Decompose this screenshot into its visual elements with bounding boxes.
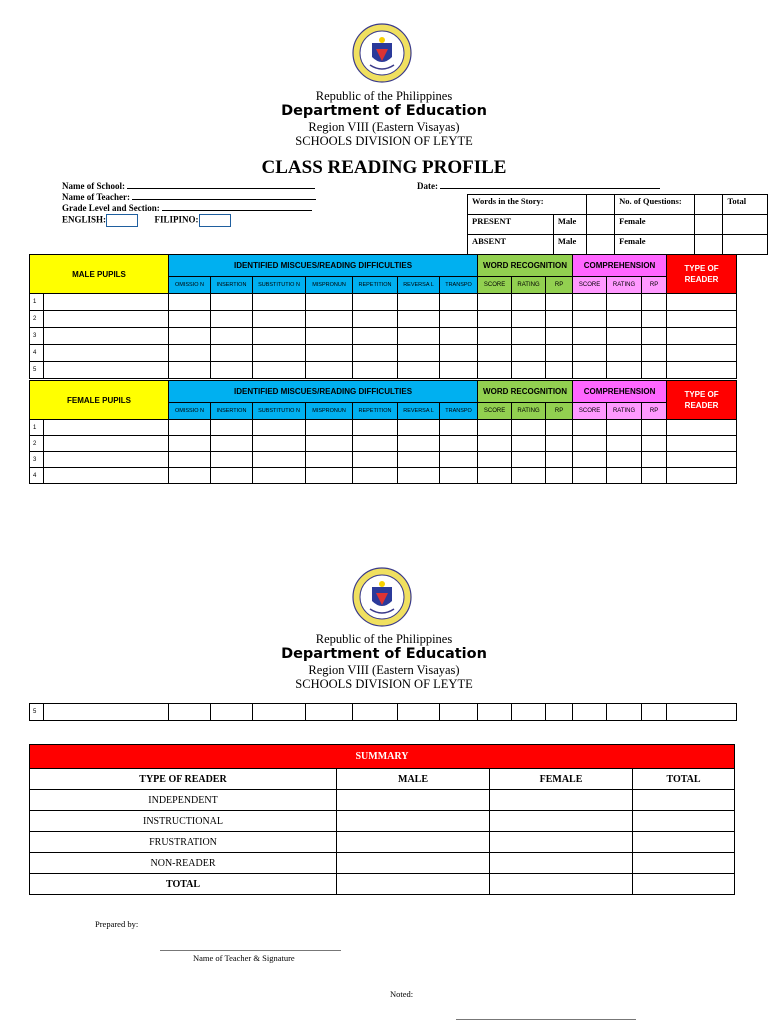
entry-cell[interactable] (440, 468, 478, 484)
comprehension-header: COMPREHENSION (573, 255, 667, 277)
summary-row (30, 874, 735, 895)
pupil-name-cell[interactable] (44, 436, 169, 452)
pupil-row (30, 704, 737, 721)
entry-cell[interactable] (440, 420, 478, 436)
word-recognition-header: WORD RECOGNITION (478, 381, 573, 403)
entry-cell[interactable] (306, 311, 353, 328)
entry-cell[interactable] (667, 704, 737, 721)
entry-cell[interactable] (667, 436, 737, 452)
entry-cell[interactable] (642, 452, 667, 468)
entry-cell[interactable] (546, 452, 573, 468)
entry-cell[interactable] (573, 294, 607, 311)
pupil-name-cell[interactable] (44, 328, 169, 345)
comp-score-col: SCORE (573, 403, 607, 420)
female-pupils-header: FEMALE PUPILS (30, 381, 169, 420)
entry-cell[interactable] (253, 345, 306, 362)
summary-cell[interactable] (337, 853, 490, 874)
comp-score-col: SCORE (573, 277, 607, 294)
absent-total-cell[interactable] (723, 235, 768, 255)
entry-cell[interactable] (169, 436, 211, 452)
entry-cell[interactable] (546, 345, 573, 362)
entry-cell[interactable] (478, 420, 512, 436)
entry-cell[interactable] (440, 452, 478, 468)
insertion-col: INSERTION (211, 277, 253, 294)
pupil-row (30, 362, 737, 379)
department-text: Department of Education (281, 103, 487, 119)
republic-text: Republic of the Philippines (315, 89, 453, 103)
entry-cell[interactable] (642, 311, 667, 328)
entry-cell[interactable] (306, 468, 353, 484)
total-label: Total (723, 195, 768, 215)
comp-rp-col: RP (642, 403, 667, 420)
row-number: 2 (30, 436, 44, 452)
teacher-signature-label: Name of Teacher & Signature (193, 953, 295, 963)
entry-cell[interactable] (253, 362, 306, 379)
entry-cell[interactable] (306, 294, 353, 311)
mispronun-col: MISPRONUN (306, 403, 353, 420)
division-text: SCHOOLS DIVISION OF LEYTE (295, 134, 473, 148)
entry-cell[interactable] (398, 345, 440, 362)
entry-cell[interactable] (546, 294, 573, 311)
miscues-header: IDENTIFIED MISCUES/READING DIFFICULTIES (169, 381, 478, 403)
entry-cell[interactable] (642, 328, 667, 345)
entry-cell[interactable] (642, 362, 667, 379)
entry-cell[interactable] (478, 468, 512, 484)
summary-table (29, 744, 735, 895)
entry-cell[interactable] (573, 362, 607, 379)
summary-row (30, 832, 735, 853)
male-pupils-header: MALE PUPILS (30, 255, 169, 294)
entry-cell[interactable] (573, 468, 607, 484)
entry-cell[interactable] (607, 294, 642, 311)
entry-cell[interactable] (353, 468, 398, 484)
entry-cell[interactable] (546, 704, 573, 721)
grade-input[interactable] (162, 203, 312, 211)
entry-cell[interactable] (398, 420, 440, 436)
entry-cell[interactable] (169, 704, 211, 721)
comprehension-header: COMPREHENSION (573, 381, 667, 403)
entry-cell[interactable] (398, 436, 440, 452)
entry-cell[interactable] (478, 436, 512, 452)
entry-cell[interactable] (398, 452, 440, 468)
entry-cell[interactable] (253, 704, 306, 721)
entry-cell[interactable] (512, 420, 546, 436)
present-total-cell[interactable] (723, 215, 768, 235)
row-number: 5 (30, 362, 44, 379)
entry-cell[interactable] (667, 294, 737, 311)
omission-col: OMISSIO N (169, 403, 211, 420)
department-text: Department of Education (281, 646, 487, 662)
summary-row (30, 853, 735, 874)
entry-cell[interactable] (667, 311, 737, 328)
entry-cell[interactable] (353, 704, 398, 721)
entry-cell[interactable] (306, 345, 353, 362)
entry-cell[interactable] (211, 311, 253, 328)
pupil-name-cell[interactable] (44, 345, 169, 362)
summary-col-total: TOTAL (633, 769, 735, 790)
type-of-reader-header: TYPE OF READER (667, 255, 737, 294)
entry-cell[interactable] (169, 362, 211, 379)
noted-signature-line[interactable] (456, 1019, 636, 1020)
entry-cell[interactable] (169, 420, 211, 436)
substitution-col: SUBSTITUTIO N (253, 277, 306, 294)
summary-cell[interactable] (490, 790, 633, 811)
absent-female-label: Female (615, 235, 695, 255)
entry-cell[interactable] (440, 294, 478, 311)
entry-cell[interactable] (440, 362, 478, 379)
summary-row-label: INSTRUCTIONAL (30, 811, 337, 832)
wr-rating-col: RATING (512, 277, 546, 294)
reversal-col: REVERSA L (398, 277, 440, 294)
entry-cell[interactable] (478, 294, 512, 311)
entry-cell[interactable] (573, 704, 607, 721)
row-number: 1 (30, 420, 44, 436)
pupil-name-cell[interactable] (44, 362, 169, 379)
entry-cell[interactable] (211, 345, 253, 362)
summary-cell[interactable] (337, 790, 490, 811)
entry-cell[interactable] (353, 420, 398, 436)
date-input[interactable] (440, 181, 660, 189)
entry-cell[interactable] (546, 328, 573, 345)
entry-cell[interactable] (440, 311, 478, 328)
row-number: 3 (30, 452, 44, 468)
summary-col-male: MALE (337, 769, 490, 790)
page-header-2 (0, 632, 768, 691)
summary-cell[interactable] (337, 811, 490, 832)
pupil-row (30, 436, 737, 452)
entry-cell[interactable] (573, 452, 607, 468)
present-female-label: Female (615, 215, 695, 235)
wr-rating-col: RATING (512, 403, 546, 420)
questions-cell[interactable] (695, 195, 723, 215)
words-cell[interactable] (586, 195, 614, 215)
entry-cell[interactable] (478, 704, 512, 721)
word-recognition-header: WORD RECOGNITION (478, 255, 573, 277)
entry-cell[interactable] (353, 436, 398, 452)
entry-cell[interactable] (573, 436, 607, 452)
entry-cell[interactable] (253, 436, 306, 452)
entry-cell[interactable] (353, 362, 398, 379)
row-number: 3 (30, 328, 44, 345)
entry-cell[interactable] (607, 704, 642, 721)
teacher-input[interactable] (132, 192, 316, 200)
filipino-checkbox[interactable] (199, 214, 231, 227)
entry-cell[interactable] (667, 362, 737, 379)
entry-cell[interactable] (642, 704, 667, 721)
present-male-cell[interactable] (586, 215, 614, 235)
prepared-by-label: Prepared by: (95, 919, 139, 929)
substitution-col: SUBSTITUTIO N (253, 403, 306, 420)
entry-cell[interactable] (169, 468, 211, 484)
grade-label: Grade Level and Section: (62, 203, 160, 213)
entry-cell[interactable] (607, 420, 642, 436)
entry-cell[interactable] (512, 436, 546, 452)
entry-cell[interactable] (642, 420, 667, 436)
entry-cell[interactable] (169, 452, 211, 468)
entry-cell[interactable] (353, 311, 398, 328)
entry-cell[interactable] (211, 420, 253, 436)
miscues-header: IDENTIFIED MISCUES/READING DIFFICULTIES (169, 255, 478, 277)
entry-cell[interactable] (667, 328, 737, 345)
entry-cell[interactable] (353, 452, 398, 468)
words-label: Words in the Story: (468, 195, 587, 215)
reversal-col: REVERSA L (398, 403, 440, 420)
summary-cell[interactable] (337, 832, 490, 853)
present-label: PRESENT (468, 215, 554, 235)
entry-cell[interactable] (440, 345, 478, 362)
entry-cell[interactable] (440, 704, 478, 721)
entry-cell[interactable] (546, 362, 573, 379)
row-number: 2 (30, 311, 44, 328)
entry-cell[interactable] (607, 452, 642, 468)
summary-cell[interactable] (633, 790, 735, 811)
summary-col-female: FEMALE (490, 769, 633, 790)
summary-cell[interactable] (490, 853, 633, 874)
grade-field (62, 203, 312, 214)
entry-cell[interactable] (398, 704, 440, 721)
entry-cell[interactable] (306, 362, 353, 379)
date-label: Date: (417, 181, 438, 191)
present-female-cell[interactable] (695, 215, 723, 235)
entry-cell[interactable] (211, 452, 253, 468)
entry-cell[interactable] (169, 345, 211, 362)
entry-cell[interactable] (440, 328, 478, 345)
entry-cell[interactable] (607, 328, 642, 345)
entry-cell[interactable] (546, 420, 573, 436)
entry-cell[interactable] (607, 468, 642, 484)
summary-cell[interactable] (490, 811, 633, 832)
school-field (62, 181, 315, 192)
division-text: SCHOOLS DIVISION OF LEYTE (295, 677, 473, 691)
pupil-name-cell[interactable] (44, 311, 169, 328)
summary-cell[interactable] (633, 811, 735, 832)
entry-cell[interactable] (306, 452, 353, 468)
comp-rating-col: RATING (607, 277, 642, 294)
filipino-label: FILIPINO: (154, 214, 199, 225)
region-text: Region VIII (Eastern Visayas) (308, 663, 460, 677)
row-number: 5 (30, 704, 44, 721)
entry-cell[interactable] (546, 436, 573, 452)
summary-cell[interactable] (633, 853, 735, 874)
pupil-name-cell[interactable] (44, 294, 169, 311)
pupil-row (30, 452, 737, 468)
entry-cell[interactable] (512, 294, 546, 311)
entry-cell[interactable] (478, 362, 512, 379)
repetition-col: REPETITION (353, 403, 398, 420)
region-text: Region VIII (Eastern Visayas) (308, 120, 460, 134)
insertion-col: INSERTION (211, 403, 253, 420)
entry-cell[interactable] (573, 345, 607, 362)
questions-label: No. of Questions: (615, 195, 695, 215)
entry-cell[interactable] (512, 468, 546, 484)
page-title: CLASS READING PROFILE (261, 157, 507, 178)
entry-cell[interactable] (398, 294, 440, 311)
language-field (62, 214, 231, 227)
repetition-col: REPETITION (353, 277, 398, 294)
entry-cell[interactable] (573, 420, 607, 436)
entry-cell[interactable] (253, 328, 306, 345)
entry-cell[interactable] (398, 311, 440, 328)
male-pupils-table (29, 254, 737, 379)
entry-cell[interactable] (306, 328, 353, 345)
entry-cell[interactable] (211, 704, 253, 721)
pupil-row (30, 328, 737, 345)
female-pupils-continued-table (29, 703, 737, 721)
entry-cell[interactable] (546, 468, 573, 484)
date-field (417, 181, 660, 192)
entry-cell[interactable] (512, 704, 546, 721)
pupil-row (30, 345, 737, 362)
entry-cell[interactable] (546, 311, 573, 328)
comp-rating-col: RATING (607, 403, 642, 420)
pupil-row (30, 311, 737, 328)
summary-cell[interactable] (337, 874, 490, 895)
entry-cell[interactable] (398, 362, 440, 379)
attendance-table (467, 194, 768, 255)
entry-cell[interactable] (253, 420, 306, 436)
comp-rp-col: RP (642, 277, 667, 294)
entry-cell[interactable] (353, 294, 398, 311)
entry-cell[interactable] (607, 311, 642, 328)
entry-cell[interactable] (211, 436, 253, 452)
pupil-row (30, 294, 737, 311)
entry-cell[interactable] (667, 345, 737, 362)
entry-cell[interactable] (253, 468, 306, 484)
transpo-col: TRANSPO (440, 403, 478, 420)
entry-cell[interactable] (573, 328, 607, 345)
summary-row-label: TOTAL (30, 874, 337, 895)
entry-cell[interactable] (440, 436, 478, 452)
omission-col: OMISSIO N (169, 277, 211, 294)
entry-cell[interactable] (607, 436, 642, 452)
entry-cell[interactable] (211, 468, 253, 484)
type-of-reader-header: TYPE OF READER (667, 381, 737, 420)
entry-cell[interactable] (478, 311, 512, 328)
entry-cell[interactable] (667, 468, 737, 484)
summary-cell[interactable] (490, 832, 633, 853)
entry-cell[interactable] (512, 345, 546, 362)
summary-row (30, 790, 735, 811)
pupil-row (30, 420, 737, 436)
entry-cell[interactable] (353, 345, 398, 362)
transpo-col: TRANSPO (440, 277, 478, 294)
row-number: 4 (30, 468, 44, 484)
entry-cell[interactable] (169, 311, 211, 328)
entry-cell[interactable] (667, 420, 737, 436)
wr-rp-col: RP (546, 277, 573, 294)
entry-cell[interactable] (398, 468, 440, 484)
entry-cell[interactable] (478, 328, 512, 345)
summary-cell[interactable] (490, 874, 633, 895)
female-pupils-table (29, 380, 737, 484)
entry-cell[interactable] (211, 294, 253, 311)
entry-cell[interactable] (478, 345, 512, 362)
entry-cell[interactable] (169, 328, 211, 345)
english-checkbox[interactable] (106, 214, 138, 227)
republic-text: Republic of the Philippines (315, 632, 453, 646)
summary-col-type: TYPE OF READER (30, 769, 337, 790)
summary-cell[interactable] (633, 874, 735, 895)
entry-cell[interactable] (306, 704, 353, 721)
pupil-name-cell[interactable] (44, 704, 169, 721)
entry-cell[interactable] (642, 436, 667, 452)
row-number: 4 (30, 345, 44, 362)
entry-cell[interactable] (211, 328, 253, 345)
pupil-name-cell[interactable] (44, 468, 169, 484)
entry-cell[interactable] (667, 452, 737, 468)
summary-cell[interactable] (633, 832, 735, 853)
entry-cell[interactable] (607, 345, 642, 362)
entry-cell[interactable] (253, 294, 306, 311)
pupil-row (30, 468, 737, 484)
entry-cell[interactable] (512, 452, 546, 468)
entry-cell[interactable] (253, 311, 306, 328)
wr-score-col: SCORE (478, 403, 512, 420)
entry-cell[interactable] (573, 311, 607, 328)
school-input[interactable] (127, 181, 315, 189)
row-number: 1 (30, 294, 44, 311)
entry-cell[interactable] (253, 452, 306, 468)
absent-female-cell[interactable] (695, 235, 723, 255)
entry-cell[interactable] (306, 420, 353, 436)
entry-cell[interactable] (353, 328, 398, 345)
teacher-field (62, 192, 316, 203)
entry-cell[interactable] (512, 311, 546, 328)
entry-cell[interactable] (211, 362, 253, 379)
absent-male-cell[interactable] (586, 235, 614, 255)
entry-cell[interactable] (169, 294, 211, 311)
entry-cell[interactable] (512, 328, 546, 345)
teacher-signature-line[interactable] (160, 950, 341, 951)
present-male-label: Male (553, 215, 586, 235)
entry-cell[interactable] (478, 452, 512, 468)
entry-cell[interactable] (642, 345, 667, 362)
pupil-name-cell[interactable] (44, 420, 169, 436)
summary-row-label: INDEPENDENT (30, 790, 337, 811)
school-label: Name of School: (62, 181, 125, 191)
wr-score-col: SCORE (478, 277, 512, 294)
entry-cell[interactable] (642, 468, 667, 484)
entry-cell[interactable] (607, 362, 642, 379)
page-header (0, 89, 768, 148)
teacher-label: Name of Teacher: (62, 192, 130, 202)
summary-row-label: NON-READER (30, 853, 337, 874)
summary-row (30, 811, 735, 832)
pupil-name-cell[interactable] (44, 452, 169, 468)
entry-cell[interactable] (398, 328, 440, 345)
noted-label: Noted: (390, 989, 414, 999)
entry-cell[interactable] (642, 294, 667, 311)
summary-row-label: FRUSTRATION (30, 832, 337, 853)
wr-rp-col: RP (546, 403, 573, 420)
absent-male-label: Male (553, 235, 586, 255)
deped-seal-icon (352, 567, 412, 627)
summary-title: SUMMARY (30, 745, 735, 769)
entry-cell[interactable] (306, 436, 353, 452)
absent-label: ABSENT (468, 235, 554, 255)
english-label: ENGLISH: (62, 214, 107, 225)
deped-seal-icon (352, 23, 412, 83)
mispronun-col: MISPRONUN (306, 277, 353, 294)
entry-cell[interactable] (512, 362, 546, 379)
